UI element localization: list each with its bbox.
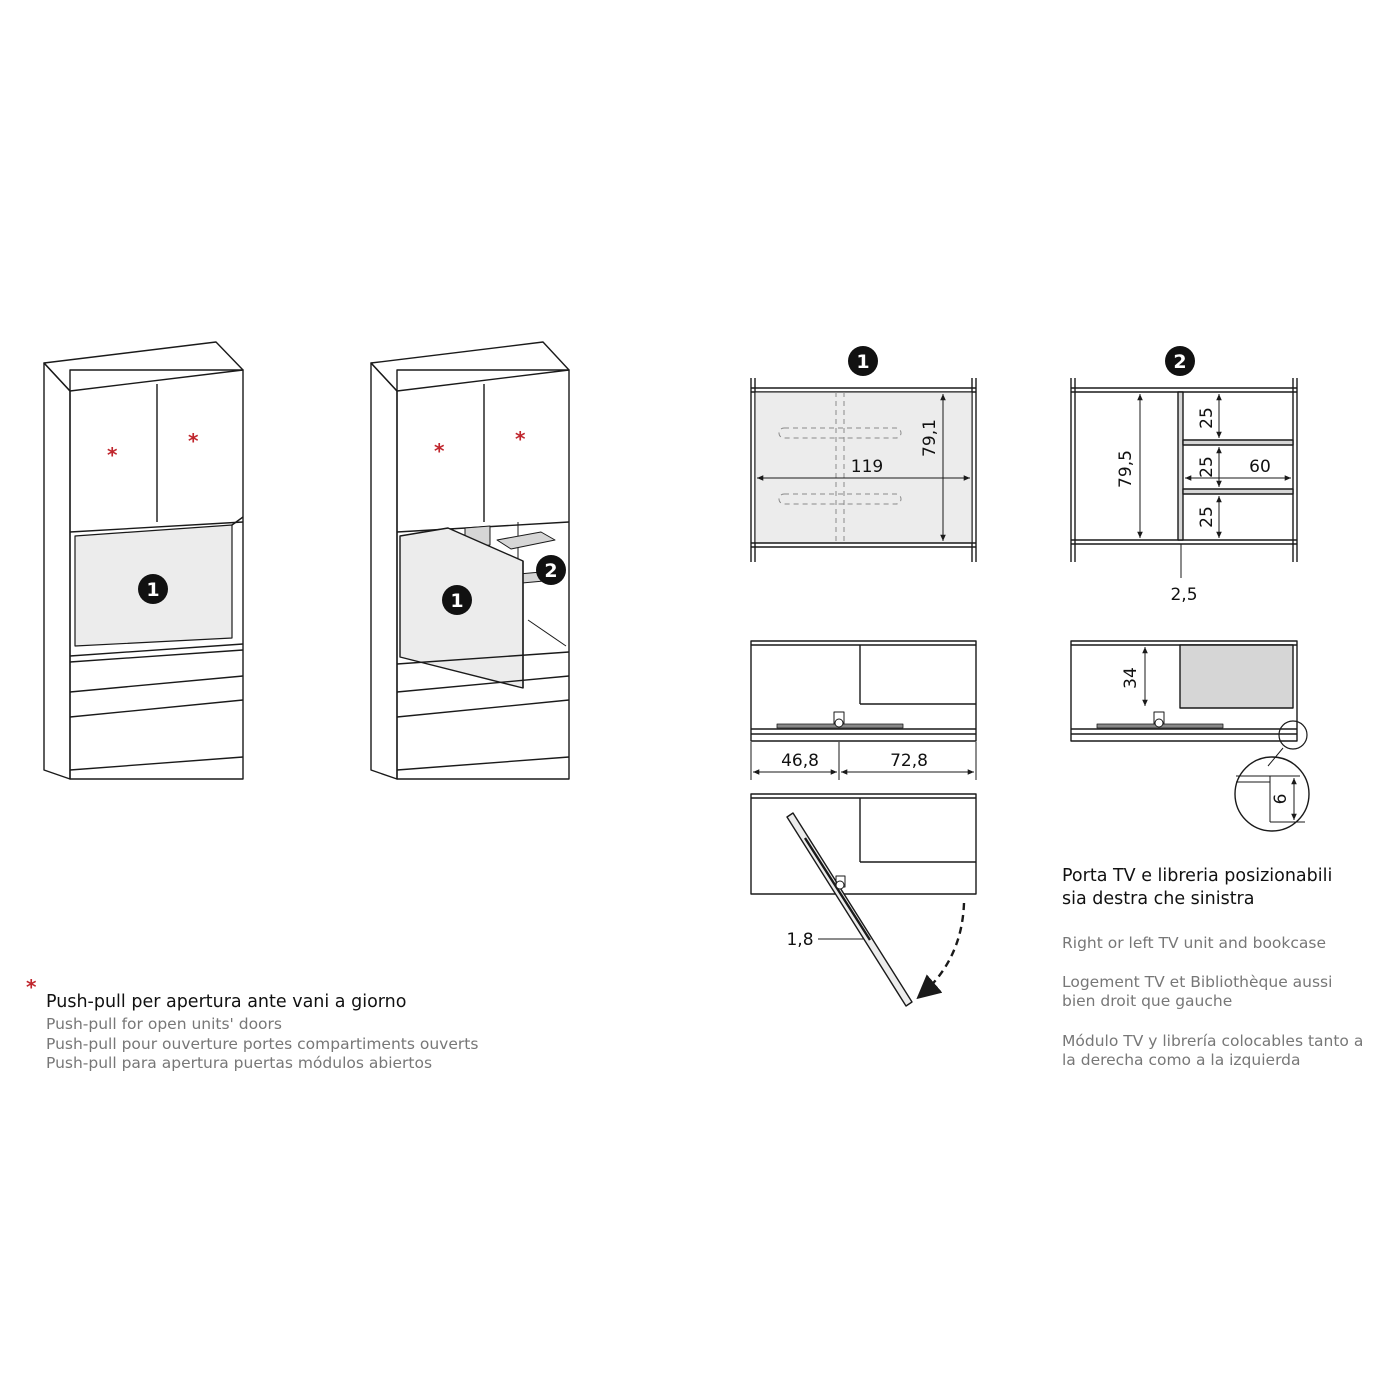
bookcase-shelf-1	[1183, 440, 1293, 445]
bookcase-plan-grey	[1180, 645, 1293, 708]
position-es-line1: Módulo TV y librería colocables tanto a	[1062, 1032, 1364, 1050]
dim-shelf-height: 79,5	[1116, 450, 1136, 488]
bookcase-divider	[1178, 392, 1183, 540]
dim-bookcase-depth: 34	[1121, 667, 1141, 689]
asterisk-marker: *	[188, 429, 199, 453]
marker-1-label: 1	[146, 579, 160, 601]
door-opening-view	[751, 794, 976, 1006]
marker-2-label: 2	[1173, 351, 1187, 373]
marker-2-label: 2	[544, 560, 558, 582]
dim-door-thickness: 1,8	[786, 930, 814, 950]
marker-1-label: 1	[450, 590, 464, 612]
push-pull-en: Push-pull for open units' doors	[46, 1015, 282, 1033]
marker-1-label: 1	[856, 351, 870, 373]
cabinet-closed	[44, 342, 243, 779]
asterisk-marker: *	[107, 443, 118, 467]
dim-tv-height: 79,1	[920, 419, 940, 457]
dim-tv-width: 119	[850, 457, 884, 477]
dim-shelf-gap-3: 25	[1197, 506, 1217, 528]
push-pull-title: Push-pull per apertura ante vani a giorno	[46, 992, 407, 1012]
position-fr-line1: Logement TV et Bibliothèque aussi	[1062, 973, 1333, 991]
position-title-line2: sia destra che sinistra	[1062, 889, 1255, 909]
asterisk-marker: *	[434, 439, 445, 463]
push-pull-fr: Push-pull pour ouverture portes compartiments ouverts	[46, 1035, 479, 1053]
push-pull-asterisks	[26, 427, 526, 999]
dim-back-recess: 6	[1271, 793, 1291, 805]
position-en: Right or left TV unit and bookcase	[1062, 934, 1327, 952]
tv-plan-view	[751, 641, 976, 741]
dim-divider-thickness: 2,5	[1170, 585, 1198, 605]
asterisk-marker: *	[515, 427, 526, 451]
dim-plan-left: 46,8	[781, 751, 819, 771]
dim-shelf-gap-1: 25	[1197, 407, 1217, 429]
dim-shelf-depth: 60	[1249, 457, 1271, 477]
position-es-line2: la derecha como a la izquierda	[1062, 1051, 1301, 1069]
note-asterisk: *	[26, 975, 37, 999]
numbered-markers	[138, 346, 1198, 615]
push-pull-es: Push-pull para apertura puertas módulos abiertos	[46, 1054, 433, 1072]
position-title-line1: Porta TV e libreria posizionabili	[1062, 866, 1333, 886]
bookcase-shelf-2	[1183, 489, 1293, 494]
dim-plan-right: 72,8	[890, 751, 928, 771]
dim-shelf-gap-2: 25	[1197, 456, 1217, 478]
cabinet-open	[371, 342, 569, 779]
position-fr-line2: bien droit que gauche	[1062, 992, 1233, 1010]
inner-shelf-1	[497, 532, 555, 549]
